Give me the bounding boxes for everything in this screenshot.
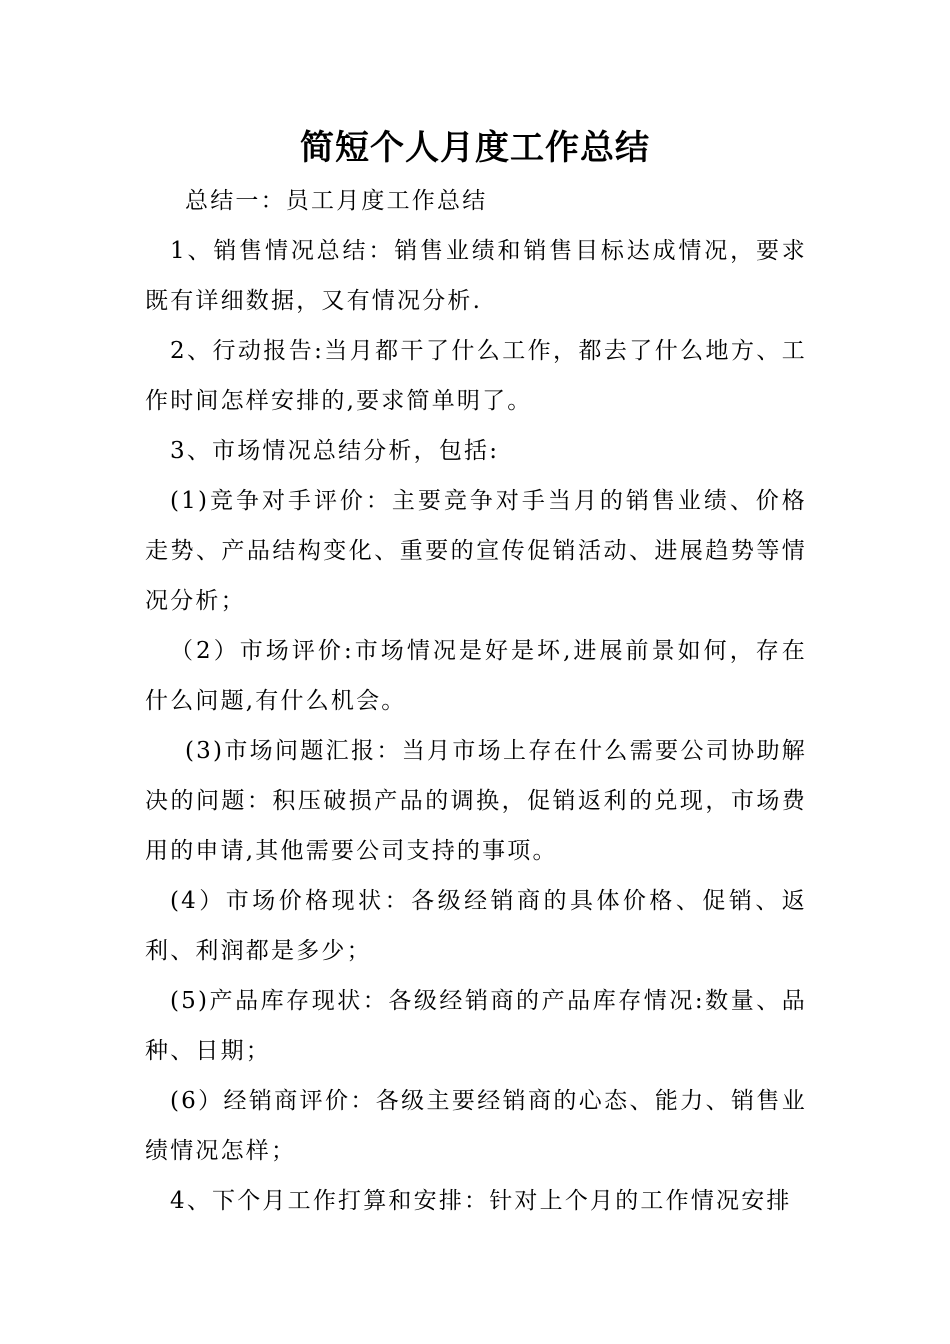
paragraph-market-analysis: 3、市场情况总结分析，包括: (170, 438, 500, 464)
document-title: 简短个人月度工作总结 (300, 128, 650, 168)
paragraph-next-month-plan: 4、下个月工作打算和安排：针对上个月的工作情况安排 (170, 1188, 792, 1214)
paragraph-action-report: 2、行动报告:当月都干了什么工作，都去了什么地方、工作时间怎样安排的,要求简单明了。 (145, 338, 807, 414)
paragraph-market-issues: (3)市场问题汇报：当月市场上存在什么需要公司协助解决的问题：积压破损产品的调换，促销返利的兑现，市场费用的申请,其他需要公司支持的事项。 (145, 738, 807, 864)
paragraph-sales-summary: 1、销售情况总结：销售业绩和销售目标达成情况，要求既有详细数据，又有情况分析. (145, 238, 807, 314)
paragraph-inventory-status: (5)产品库存现状：各级经销商的产品库存情况:数量、品种、日期； (145, 988, 807, 1064)
paragraph-dealer-evaluation: (6）经销商评价：各级主要经销商的心态、能力、销售业绩情况怎样； (145, 1088, 807, 1164)
summary-heading: 总结一：员工月度工作总结 (185, 188, 488, 214)
paragraph-market-evaluation: （2）市场评价:市场情况是好是坏,进展前景如何，存在什么问题,有什么机会。 (145, 638, 807, 714)
paragraph-competitor-evaluation: (1)竞争对手评价：主要竞争对手当月的销售业绩、价格走势、产品结构变化、重要的宣传促销活动、进展趋势等情况分析； (145, 488, 807, 614)
document-body (145, 176, 807, 1226)
paragraph-price-status: (4）市场价格现状：各级经销商的具体价格、促销、返利、利润都是多少； (145, 888, 807, 964)
